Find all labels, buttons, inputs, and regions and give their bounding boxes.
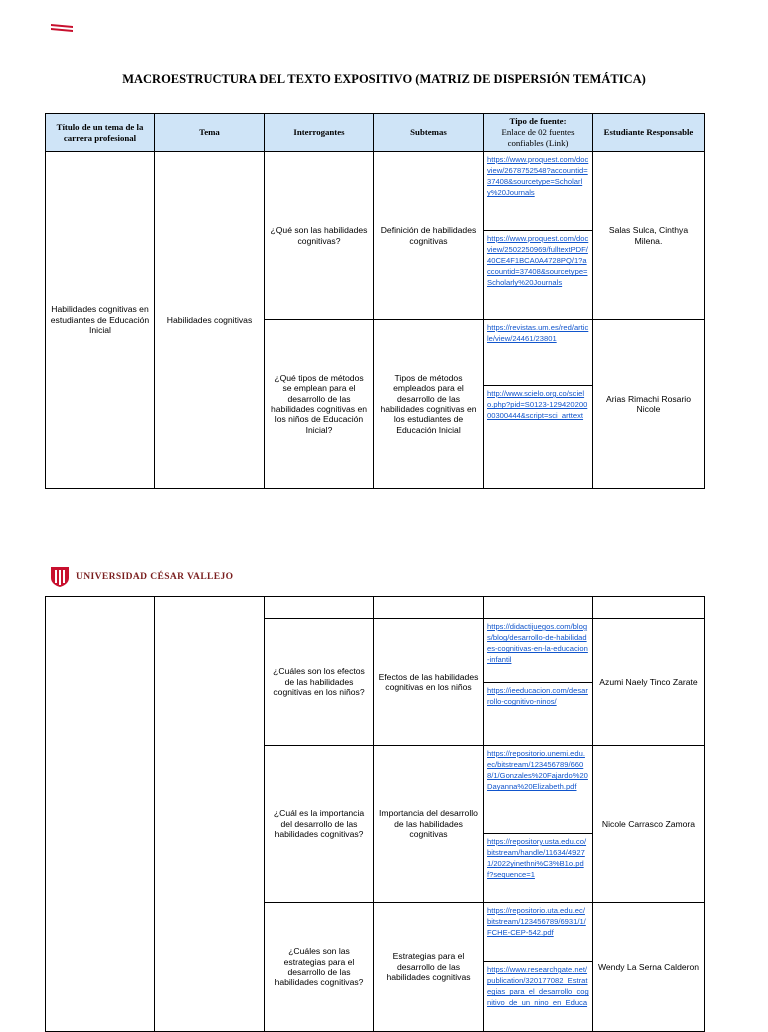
pregunta-cell: ¿Cuáles son las estrategias para el desarrollo de las habilidades cognitivas?	[265, 903, 374, 1032]
link-cell	[484, 683, 593, 746]
source-link[interactable]: https://www.proquest.com/docview/2678752548?accountid=37408&sourcetype=Scholarly%20Journals	[487, 155, 589, 198]
pregunta-cell: ¿Qué son las habilidades cognitivas?	[265, 152, 374, 320]
source-link[interactable]: https://revistas.um.es/red/article/view/24461/23801	[487, 323, 589, 344]
link-cell	[484, 386, 593, 489]
ucv-shield-icon	[50, 566, 70, 588]
empty-cell	[484, 597, 593, 619]
ucv-logo-icon	[50, 22, 74, 34]
subtema-cell: Tipos de métodos empleados para el desarrollo de las habilidades cognitivas en los estudiantes de Educación Inicial	[374, 320, 484, 489]
header-tema: Tema	[155, 114, 265, 152]
subtema-cell: Definición de habilidades cognitivas	[374, 152, 484, 320]
subtema-cell: Importancia del desarrollo de las habilidades cognitivas	[374, 746, 484, 903]
header-fuente-title: Tipo de fuente:	[509, 116, 567, 127]
table-header-row	[46, 114, 705, 152]
link-cell	[484, 320, 593, 386]
estudiante-cell: Wendy La Serna Calderon	[593, 903, 705, 1032]
pregunta-cell: ¿Qué tipos de métodos se emplean para el desarrollo de las habilidades cognitivas en los niños de Educación Inicial?	[265, 320, 374, 489]
link-cell	[484, 903, 593, 962]
subtema-cell: Estrategias para el desarrollo de las habilidades cognitivas	[374, 903, 484, 1032]
pregunta-cell: ¿Cuál es la importancia del desarrollo de las habilidades cognitivas?	[265, 746, 374, 903]
source-link[interactable]: https://didactijuegos.com/blogs/blog/desarrollo-de-habilidades-cognitivas-en-la-educacion-infantil	[487, 622, 588, 665]
header-estudiante: Estudiante Responsable	[593, 114, 705, 152]
source-link[interactable]: https://ieeducacion.com/desarrollo-cognitivo-ninos/	[487, 686, 588, 707]
link-cell	[484, 152, 593, 231]
tema-cell: Habilidades cognitivas	[155, 152, 265, 489]
thematic-matrix-table	[45, 113, 705, 489]
estudiante-cell: Arias Rimachi Rosario Nicole	[593, 320, 705, 489]
university-name: UNIVERSIDAD CÉSAR VALLEJO	[76, 572, 234, 582]
header-fuente-sub: Enlace de 02 fuentes confiables (Link)	[501, 127, 575, 148]
source-link[interactable]: http://www.scielo.org.co/scielo.php?pid=S0123-12942020000300444&script=sci_arttext	[487, 389, 588, 421]
link-cell	[484, 746, 593, 834]
estudiante-cell: Salas Sulca, Cinthya Milena.	[593, 152, 705, 320]
table-row	[46, 152, 705, 231]
university-logo	[50, 566, 233, 588]
pregunta-cell: ¿Cuáles son los efectos de las habilidades cognitivas en los niños?	[265, 619, 374, 746]
link-cell	[484, 962, 593, 1032]
header-subtemas: Subtemas	[374, 114, 484, 152]
header-fuente	[484, 114, 593, 152]
source-link[interactable]: https://www.researchgate.net/publication/320177082_Estrategias_para_el_desarrollo_cognitivo_de_un_nino_en_Educa	[487, 965, 589, 1008]
titulo-cell-continued	[46, 597, 155, 1032]
source-link[interactable]: https://repository.usta.edu.co/bitstream/handle/11634/49271/2022yinethni%C3%B1o.pdf?sequence=1	[487, 837, 587, 880]
titulo-cell: Habilidades cognitivas en estudiantes de Educación Inicial	[46, 152, 155, 489]
link-cell	[484, 834, 593, 903]
source-link[interactable]: https://repositorio.unemi.edu.ec/bitstream/123456789/6608/1/Gonzales%20Fajardo%20Dayanna%20Elizabeth.pdf	[487, 749, 588, 792]
estudiante-cell: Nicole Carrasco Zamora	[593, 746, 705, 903]
source-link[interactable]: https://www.proquest.com/docview/2502250969/fulltextPDF/40CE4F1BCA0A4728PQ/1?accountid=37408&sourcetype=Scholarly%20Journals	[487, 234, 589, 288]
estudiante-cell: Azumi Naely Tinco Zarate	[593, 619, 705, 746]
thematic-matrix-table-continued	[45, 596, 705, 1032]
subtema-cell: Efectos de las habilidades cognitivas en los niños	[374, 619, 484, 746]
document-title: MACROESTRUCTURA DEL TEXTO EXPOSITIVO (MATRIZ DE DISPERSIÓN TEMÁTICA)	[122, 72, 646, 86]
empty-cell	[374, 597, 484, 619]
source-link[interactable]: https://repositorio.uta.edu.ec/bitstream/123456789/6931/1/FCHE-CEP-542.pdf	[487, 906, 586, 938]
link-cell	[484, 619, 593, 683]
table-row	[46, 597, 705, 619]
empty-cell	[593, 597, 705, 619]
link-cell	[484, 231, 593, 320]
tema-cell-continued	[155, 597, 265, 1032]
header-interrogantes: Interrogantes	[265, 114, 374, 152]
empty-cell	[265, 597, 374, 619]
header-titulo: Título de un tema de la carrera profesional	[46, 114, 155, 152]
